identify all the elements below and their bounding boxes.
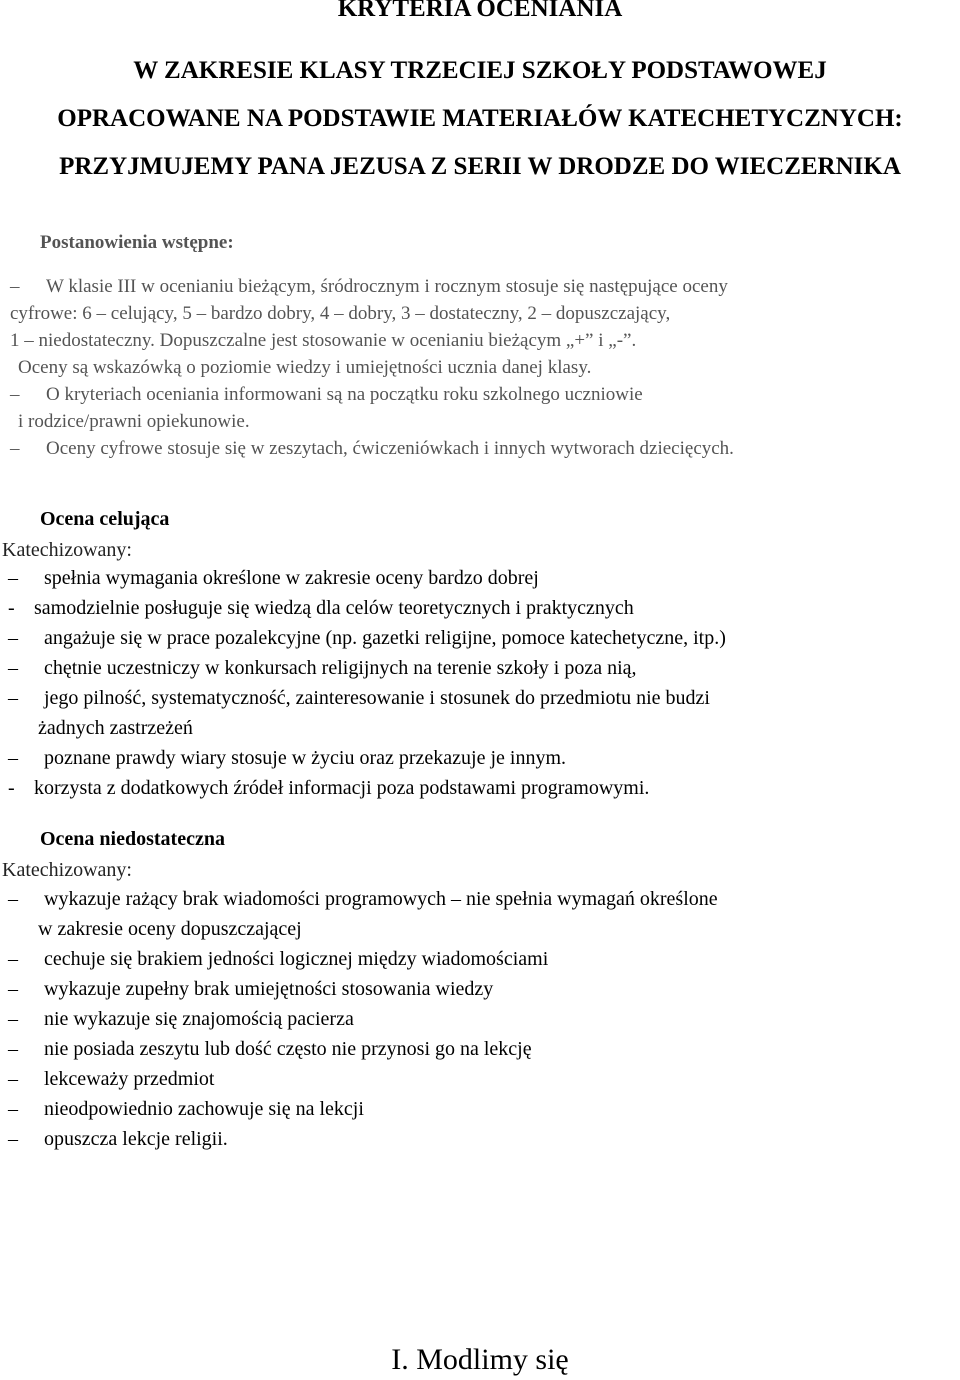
section-heading-celujaca: Ocena celująca [40, 508, 170, 530]
title-line-4: PRZYJMUJEMY PANA JEZUSA Z SERII W DRODZE DO WIECZERNIKA [59, 153, 901, 180]
intro-line: – Oceny cyfrowe stosuje się w zeszytach, ćwiczeniówkach i innych wytworach dziecięcych. [10, 435, 940, 462]
list-item-continuation: żadnych zastrzeżeń [38, 717, 193, 739]
next-section-title: I. Modlimy się [391, 1343, 569, 1376]
list-marker: – [8, 1098, 18, 1120]
list-item: – jego pilność, systematyczność, zainteresowanie i stosunek do przedmiotu nie budzi [8, 683, 948, 713]
list-item: – wykazuje zupełny brak umiejętności stosowania wiedzy [8, 974, 948, 1004]
list-item: - samodzielnie posługuje się wiedzą dla celów teoretycznych i praktycznych [8, 593, 948, 623]
dash-mark: – [10, 438, 20, 459]
list-marker: – [8, 687, 18, 709]
criteria-list-celujaca [8, 563, 948, 803]
list-marker: – [8, 657, 18, 679]
list-marker: – [8, 1038, 18, 1060]
intro-line: Oceny są wskazówką o poziomie wiedzy i umiejętności ucznia danej klasy. [18, 357, 592, 378]
list-item: – wykazuje rażący brak wiadomości programowych – nie spełnia wymagań określone [8, 884, 948, 914]
intro-line: i rodzice/prawni opiekunowie. [18, 411, 250, 432]
list-marker: – [8, 627, 18, 649]
intro-paragraph [10, 273, 940, 462]
list-marker: – [8, 978, 18, 1000]
list-item: – chętnie uczestniczy w konkursach religijnych na terenie szkoły i poza nią, [8, 653, 948, 683]
title-line-3: OPRACOWANE NA PODSTAWIE MATERIAŁÓW KATECHETYCZNYCH: [57, 105, 903, 132]
dash-mark: – [10, 384, 20, 405]
list-item: – nie wykazuje się znajomością pacierza [8, 1004, 948, 1034]
list-marker: – [8, 1128, 18, 1150]
intro-line: – O kryteriach oceniania informowani są na początku roku szkolnego uczniowie [10, 381, 940, 408]
criteria-list-niedostateczna [8, 884, 948, 1154]
list-item: – poznane prawdy wiary stosuje w życiu oraz przekazuje je innym. [8, 743, 948, 773]
section-subheading-niedostateczna: Katechizowany: [2, 859, 132, 881]
title-line-1: KRYTERIA OCENIANIA [337, 0, 623, 22]
intro-line: cyfrowe: 6 – celujący, 5 – bardzo dobry, 4 – dobry, 3 – dostateczny, 2 – dopuszczający, [10, 303, 671, 324]
list-marker: – [8, 948, 18, 970]
list-marker: – [8, 567, 18, 589]
list-item: – opuszcza lekcje religii. [8, 1124, 948, 1154]
list-item: - korzysta z dodatkowych źródeł informacji poza podstawami programowymi. [8, 773, 948, 803]
list-marker: – [8, 1068, 18, 1090]
list-marker: - [8, 777, 15, 799]
intro-heading: Postanowienia wstępne: [40, 232, 234, 253]
list-item-continuation: w zakresie oceny dopuszczającej [38, 918, 302, 940]
list-item: – nieodpowiednio zachowuje się na lekcji [8, 1094, 948, 1124]
list-item: – spełnia wymagania określone w zakresie oceny bardzo dobrej [8, 563, 948, 593]
list-item: – angażuje się w prace pozalekcyjne (np. gazetki religijne, pomoce katechetyczne, itp.) [8, 623, 948, 653]
list-item: – nie posiada zeszytu lub dość często nie przynosi go na lekcję [8, 1034, 948, 1064]
section-heading-niedostateczna: Ocena niedostateczna [40, 828, 225, 850]
list-item: – cechuje się brakiem jedności logicznej między wiadomościami [8, 944, 948, 974]
intro-line: 1 – niedostateczny. Dopuszczalne jest stosowanie w ocenianiu bieżącym „+” i „-”. [10, 330, 637, 351]
section-subheading-celujaca: Katechizowany: [2, 539, 132, 561]
title-line-2: W ZAKRESIE KLASY TRZECIEJ SZKOŁY PODSTAWOWEJ [133, 57, 827, 84]
list-marker: – [8, 888, 18, 910]
list-marker: – [8, 747, 18, 769]
list-marker: – [8, 1008, 18, 1030]
intro-line: – W klasie III w ocenianiu bieżącym, śródrocznym i rocznym stosuje się następujące oceny [10, 273, 940, 300]
list-item: – lekceważy przedmiot [8, 1064, 948, 1094]
list-marker: - [8, 597, 15, 619]
dash-mark: – [10, 276, 20, 297]
